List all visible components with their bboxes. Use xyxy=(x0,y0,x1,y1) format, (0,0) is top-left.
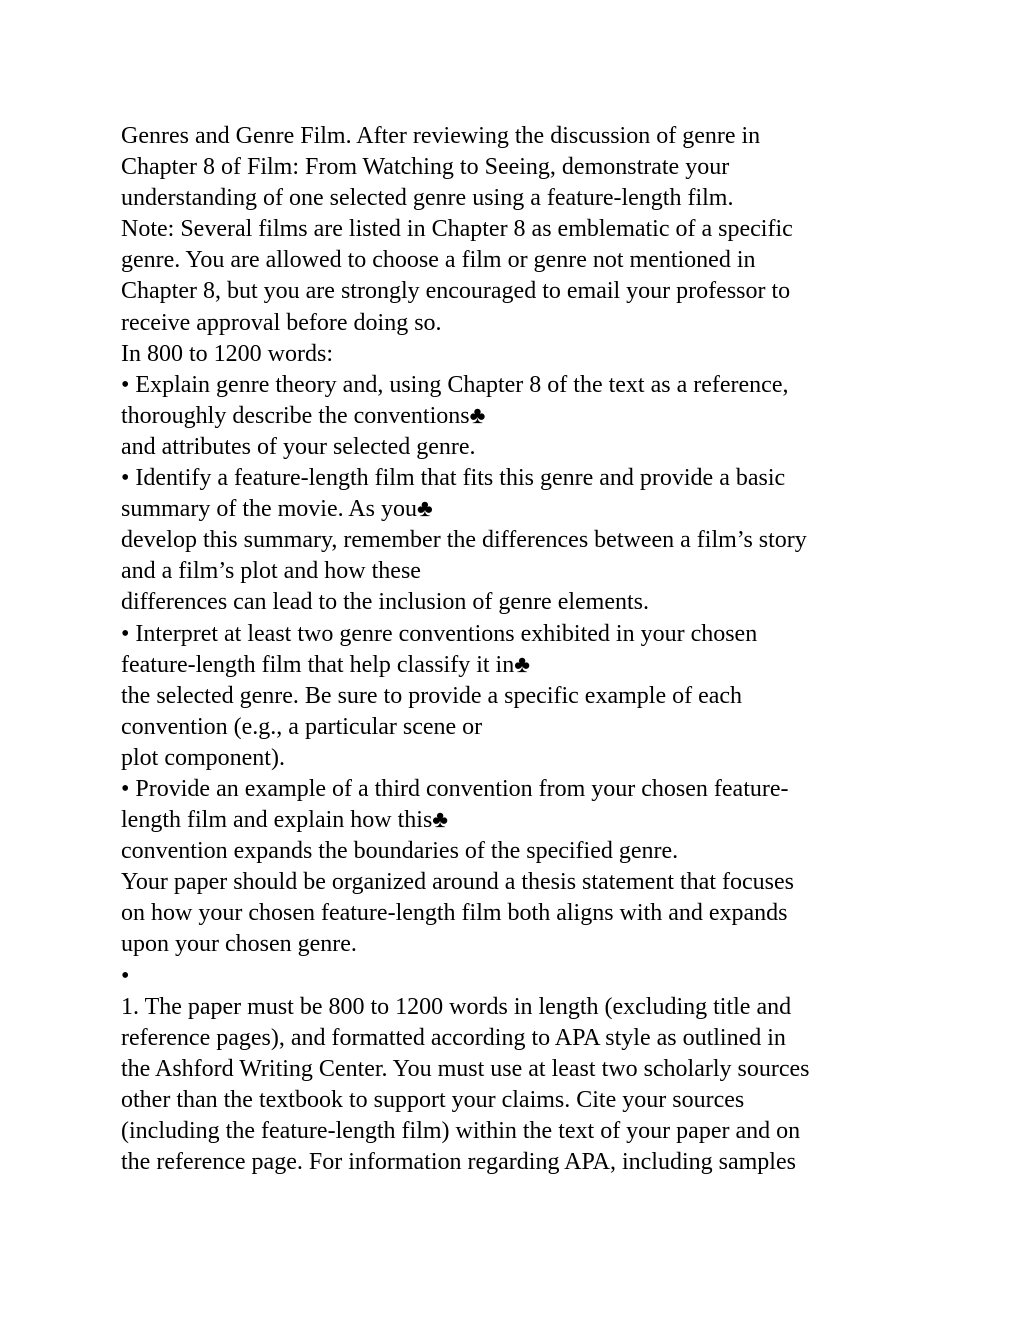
text-line: Chapter 8, but you are strongly encouraged to email your professor to xyxy=(121,278,791,305)
text-line: feature-length film that help classify it in♣ xyxy=(121,651,530,678)
text-line: reference pages), and formatted according to APA style as outlined in xyxy=(121,1024,786,1051)
bullet-line: • Provide an example of a third convention from your chosen feature- xyxy=(121,775,789,802)
bullet-line: • Interpret at least two genre conventions exhibited in your chosen xyxy=(121,620,758,647)
text-line: on how your chosen feature-length film both aligns with and expands xyxy=(121,900,788,927)
text-line: convention (e.g., a particular scene or xyxy=(121,713,483,740)
text-line: Your paper should be organized around a thesis statement that focuses xyxy=(121,869,794,896)
text-line: (including the feature-length film) within the text of your paper and on xyxy=(121,1118,801,1144)
text-line: and a film’s plot and how these xyxy=(121,558,421,585)
text-line: plot component). xyxy=(121,744,285,771)
text-line: Note: Several films are listed in Chapter 8 as emblematic of a specific xyxy=(121,216,793,243)
text-line: differences can lead to the inclusion of genre elements. xyxy=(121,589,650,616)
text-line: summary of the movie. As you♣ xyxy=(121,496,433,523)
text-line: receive approval before doing so. xyxy=(121,309,442,336)
text-line: Genres and Genre Film. After reviewing the discussion of genre in xyxy=(121,123,761,149)
text-line: other than the textbook to support your claims. Cite your sources xyxy=(121,1086,745,1113)
bullet-line: • Explain genre theory and, using Chapter 8 of the text as a reference, xyxy=(121,371,789,398)
text-line: the selected genre. Be sure to provide a specific example of each xyxy=(121,682,743,709)
text-line: develop this summary, remember the differences between a film’s story xyxy=(121,527,807,554)
text-line: length film and explain how this♣ xyxy=(121,807,449,834)
text-line: Chapter 8 of Film: From Watching to Seeing, demonstrate your xyxy=(121,154,730,181)
text-line: genre. You are allowed to choose a film or genre not mentioned in xyxy=(121,247,756,274)
text-line: 1. The paper must be 800 to 1200 words in length (excluding title and xyxy=(121,993,792,1020)
text-line: the reference page. For information regarding APA, including samples xyxy=(121,1149,796,1176)
text-line: In 800 to 1200 words: xyxy=(121,340,333,367)
text-line: upon your chosen genre. xyxy=(121,931,357,958)
text-line: and attributes of your selected genre. xyxy=(121,433,476,460)
text-line: understanding of one selected genre using a feature-length film. xyxy=(121,185,734,212)
text-line: the Ashford Writing Center. You must use at least two scholarly sources xyxy=(121,1055,810,1082)
text-line: thoroughly describe the conventions♣ xyxy=(121,402,486,429)
bullet-line: • xyxy=(121,962,130,989)
bullet-line: • Identify a feature-length film that fits this genre and provide a basic xyxy=(121,465,786,492)
assignment-text xyxy=(121,121,921,1178)
text-line: convention expands the boundaries of the specified genre. xyxy=(121,838,679,865)
